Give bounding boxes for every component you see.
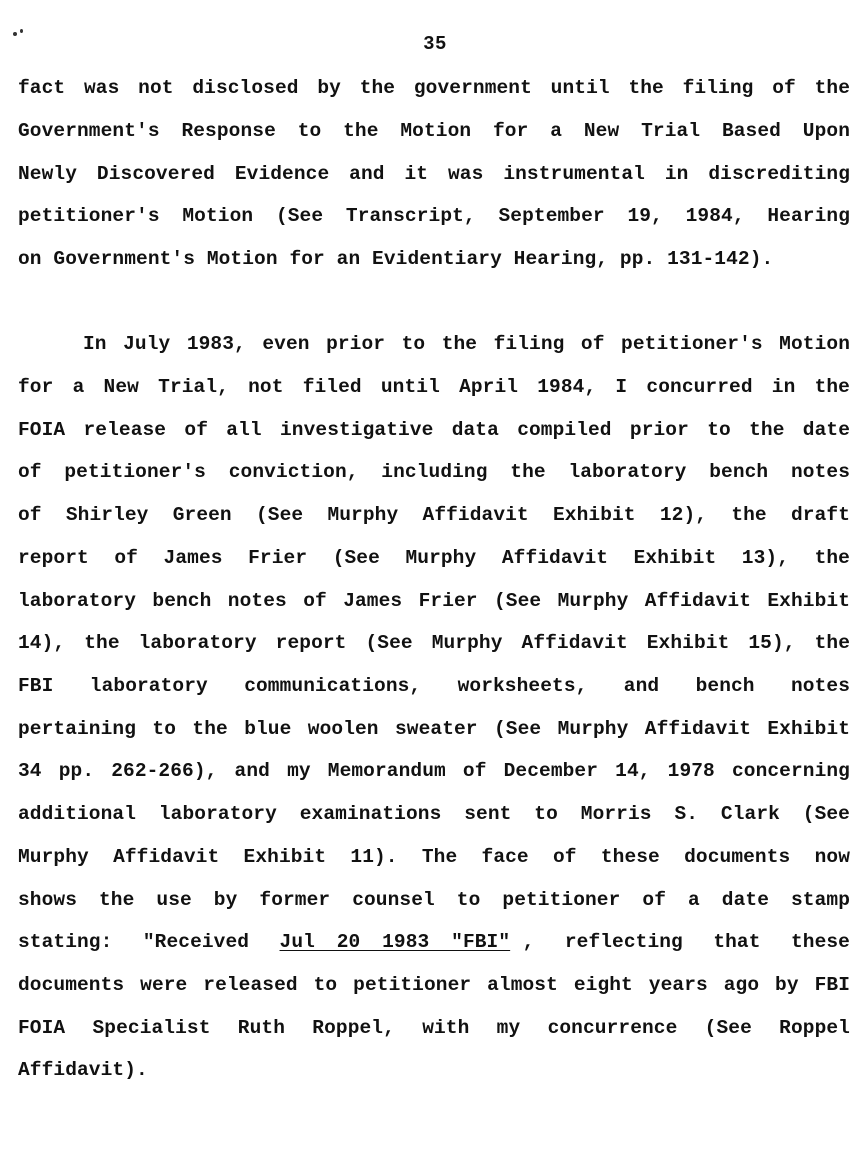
paragraph-2-line-9: FBI laboratory communications, worksheets, and bench notes bbox=[18, 675, 850, 697]
paragraph-2-line-12: additional laboratory examinations sent to Morris S. Clark (See bbox=[18, 803, 850, 825]
paragraph-2-line-7: laboratory bench notes of James Frier (See Murphy Affidavit Exhibit bbox=[18, 590, 850, 612]
paragraph-2-line-4: of petitioner's conviction, including the laboratory bench notes bbox=[18, 461, 850, 483]
paragraph-1-line-5: on Government's Motion for an Evidentiary Hearing, pp. 131-142). bbox=[18, 248, 774, 270]
paragraph-2-line-6: report of James Frier (See Murphy Affidavit Exhibit 13), the bbox=[18, 547, 850, 569]
paragraph-2-line-2: for a New Trial, not filed until April 1984, I concurred in the bbox=[18, 376, 850, 398]
paragraph-1-line-2: Government's Response to the Motion for a New Trial Based Upon bbox=[18, 120, 850, 142]
paragraph-2-line-10: pertaining to the blue woolen sweater (See Murphy Affidavit Exhibit bbox=[18, 718, 850, 740]
paragraph-2-line-18: Affidavit). bbox=[18, 1059, 148, 1081]
date-stamp-underlined: Jul 20 1983 "FBI" bbox=[279, 931, 511, 953]
paragraph-2-line-5: of Shirley Green (See Murphy Affidavit Exhibit 12), the draft bbox=[18, 504, 850, 526]
stamp-line-comma: , bbox=[522, 931, 535, 953]
paragraph-2-line-8: 14), the laboratory report (See Murphy Affidavit Exhibit 15), the bbox=[18, 632, 850, 654]
paragraph-1-line-4: petitioner's Motion (See Transcript, September 19, 1984, Hearing bbox=[18, 205, 850, 227]
paragraph-2-stamp-line bbox=[18, 930, 850, 954]
stamp-line-word-stating: stating: bbox=[18, 931, 113, 953]
stamp-line-these: these bbox=[790, 931, 850, 953]
paragraph-1-line-3: Newly Discovered Evidence and it was instrumental in discrediting bbox=[18, 163, 850, 185]
paragraph-2-line-17: FOIA Specialist Ruth Roppel, with my concurrence (See Roppel bbox=[18, 1017, 850, 1039]
paragraph-2-line-14: shows the use by former counsel to petitioner of a date stamp bbox=[18, 889, 850, 911]
stamp-line-reflecting: reflecting bbox=[564, 931, 683, 953]
page-number: 35 bbox=[423, 33, 447, 55]
paragraph-2-line-1: In July 1983, even prior to the filing of petitioner's Motion bbox=[83, 333, 850, 355]
paragraph-2-line-11: 34 pp. 262-266), and my Memorandum of December 14, 1978 concerning bbox=[18, 760, 850, 782]
paragraph-2-line-16: documents were released to petitioner almost eight years ago by FBI bbox=[18, 974, 850, 996]
paragraph-2-line-13: Murphy Affidavit Exhibit 11). The face of these documents now bbox=[18, 846, 850, 868]
paragraph-1-line-1: fact was not disclosed by the government until the filing of the bbox=[18, 77, 850, 99]
stamp-line-received: "Received bbox=[142, 931, 250, 953]
stamp-line-that: that bbox=[713, 931, 761, 953]
paragraph-2-line-3: FOIA release of all investigative data compiled prior to the date bbox=[18, 419, 850, 441]
